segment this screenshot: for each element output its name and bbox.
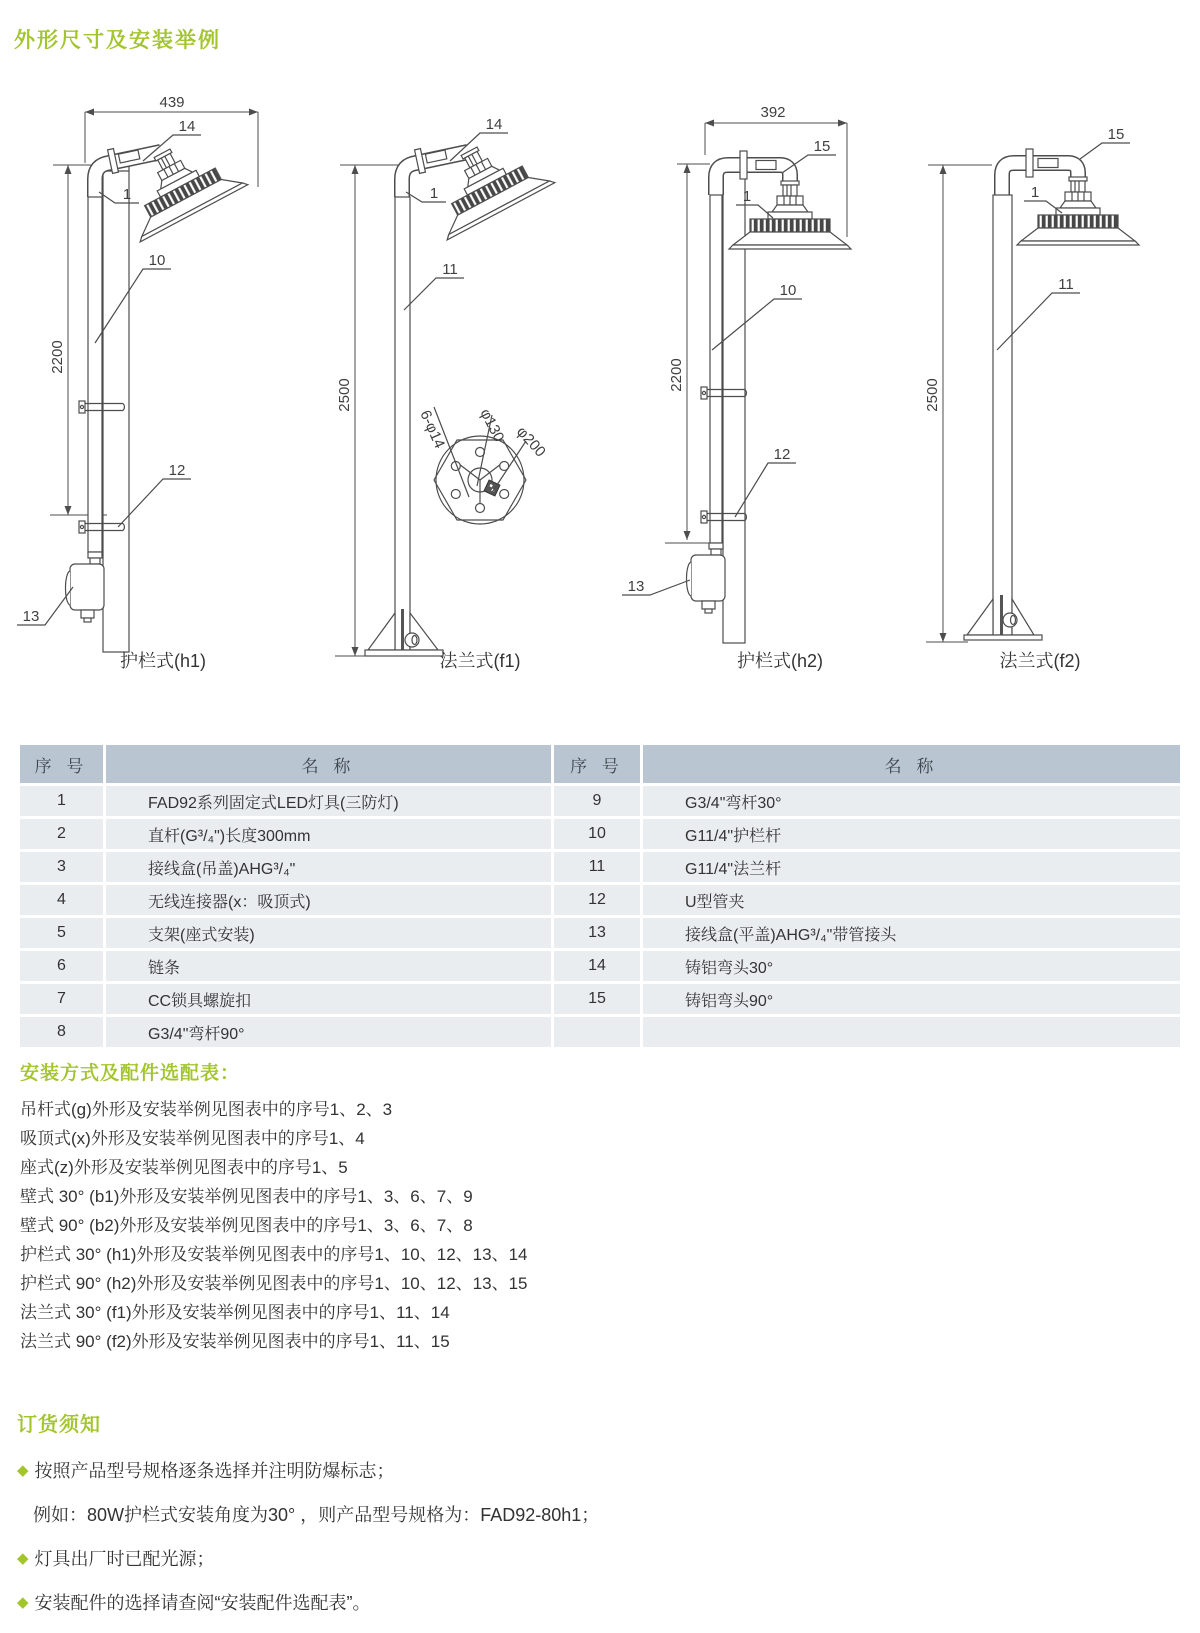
part-no-cell: 8: [20, 1017, 103, 1047]
h2-part-10: 10: [779, 282, 797, 299]
table-header-no-right: 序 号: [554, 745, 640, 783]
part-name-cell: G3/4"弯杆90°: [106, 1017, 551, 1047]
ordering-item-text: 灯具出厂时已配光源；: [34, 1549, 215, 1569]
drawing-h1: [15, 95, 315, 695]
mounting-line: 法兰式 90° (f2)外形及安装举例见图表中的序号1、11、15: [20, 1332, 450, 1351]
ordering-section: [17, 1408, 599, 1633]
drawing-f1: [330, 95, 630, 695]
f1-flange-outer-dim: φ200: [513, 423, 549, 461]
part-no-cell: 2: [20, 819, 103, 849]
f2-part-1: 1: [1030, 184, 1040, 201]
part-name-cell: 无线连接器(x：吸顶式): [106, 885, 551, 915]
flange-base: [365, 609, 443, 656]
part-no-cell: 12: [554, 885, 640, 915]
mounting-line: 吸顶式(x)外形及安装举例见图表中的序号1、4: [20, 1129, 365, 1148]
guardrail-pipe: [710, 195, 722, 543]
junction-box: [66, 552, 105, 622]
ordering-title: 订货须知: [17, 1414, 101, 1436]
diamond-bullet-icon: ◆: [17, 1594, 29, 1611]
mounting-line: 护栏式 90° (h2)外形及安装举例见图表中的序号1、10、12、13、15: [20, 1274, 528, 1293]
h1-height-dim: 2200: [49, 340, 66, 374]
guardrail-pipe: [88, 197, 102, 552]
h1-part-12: 12: [168, 462, 186, 479]
h1-caption: 护栏式(h1): [119, 651, 207, 671]
f1-part-14: 14: [485, 116, 503, 133]
h2-part-12: 12: [773, 446, 791, 463]
h1-part-13: 13: [22, 608, 40, 625]
part-no-cell: 14: [554, 951, 640, 981]
f1-part-1: 1: [429, 185, 439, 202]
part-no-cell: 15: [554, 984, 640, 1014]
diamond-bullet-icon: ◆: [17, 1462, 29, 1479]
mounting-line: 法兰式 30° (f1)外形及安装举例见图表中的序号1、11、14: [20, 1303, 450, 1322]
part-name-cell: [643, 1017, 1180, 1047]
ordering-item: [17, 1501, 599, 1527]
mounting-line: 护栏式 30° (h1)外形及安装举例见图表中的序号1、10、12、13、14: [20, 1245, 528, 1264]
guardrail-post: [103, 165, 132, 652]
ordering-item-text: 安装配件的选择请查阅“安装配件选配表”。: [34, 1593, 371, 1613]
part-no-cell: 13: [554, 918, 640, 948]
f1-flange-bolt-circle-dim: φ130: [476, 406, 508, 445]
mounting-section: [20, 1058, 527, 1356]
flange-base: [964, 595, 1042, 640]
part-name-cell: 支架(座式安装): [106, 918, 551, 948]
part-name-cell: CC锁具螺旋扣: [106, 984, 551, 1014]
ordering-item: [17, 1545, 599, 1571]
f1-flange-holes-dim: 6-φ14: [416, 407, 449, 451]
h2-width-dim: 392: [760, 104, 786, 121]
flange-pole: [395, 197, 410, 650]
part-no-cell: 1: [20, 786, 103, 816]
part-no-cell: 7: [20, 984, 103, 1014]
flange-detail: [416, 406, 549, 524]
mounting-line: 壁式 90° (b2)外形及安装举例见图表中的序号1、3、6、7、8: [20, 1216, 473, 1235]
h2-part-13: 13: [627, 578, 645, 595]
part-name-cell: 铸铝弯头90°: [643, 984, 1180, 1014]
h1-part-1: 1: [122, 186, 132, 203]
mounting-line: 座式(z)外形及安装举例见图表中的序号1、5: [20, 1158, 348, 1177]
mounting-line: 吊杆式(g)外形及安装举例见图表中的序号1、2、3: [20, 1100, 393, 1119]
parts-table: [20, 745, 1180, 1047]
table-header-name-left: 名 称: [106, 745, 551, 783]
mounting-line: 壁式 30° (b1)外形及安装举例见图表中的序号1、3、6、7、9: [20, 1187, 473, 1206]
mounting-title: 安装方式及配件选配表：: [20, 1063, 241, 1084]
diamond-bullet-icon: ◆: [17, 1550, 29, 1567]
part-no-cell: [554, 1017, 640, 1047]
part-no-cell: 9: [554, 786, 640, 816]
part-name-cell: G3/4"弯杆30°: [643, 786, 1180, 816]
h2-caption: 护栏式(h2): [736, 651, 824, 671]
part-no-cell: 6: [20, 951, 103, 981]
part-name-cell: 接线盒(吊盖)AHG³/₄": [106, 852, 551, 882]
f2-part-15: 15: [1107, 126, 1125, 143]
h1-width-dim: 439: [159, 94, 185, 111]
f1-part-11: 11: [442, 261, 458, 278]
junction-box: [687, 543, 726, 613]
part-no-cell: 4: [20, 885, 103, 915]
ordering-item-text: 按照产品型号规格逐条选择并注明防爆标志；: [34, 1461, 395, 1481]
page-title: 外形尺寸及安装举例: [14, 29, 221, 52]
part-name-cell: 直杆(G³/₄")长度300mm: [106, 819, 551, 849]
guardrail-post: [723, 161, 745, 643]
f2-part-11: 11: [1058, 276, 1074, 293]
lamp-fixture: [415, 123, 555, 240]
flange-pole: [993, 195, 1012, 635]
drawing-h2: [620, 95, 920, 695]
h2-part-15: 15: [813, 138, 831, 155]
part-name-cell: 接线盒(平盖)AHG³/₄"带管接头: [643, 918, 1180, 948]
part-name-cell: U型管夹: [643, 885, 1180, 915]
drawing-f2: [880, 95, 1200, 695]
table-header-no-left: 序 号: [20, 745, 103, 783]
h2-height-dim: 2200: [668, 358, 685, 392]
f1-caption: 法兰式(f1): [439, 651, 521, 671]
f1-height-dim: 2500: [336, 378, 353, 412]
part-no-cell: 11: [554, 852, 640, 882]
h1-part-10: 10: [148, 252, 166, 269]
table-header-name-right: 名 称: [643, 745, 1180, 783]
part-name-cell: G11/4"法兰杆: [643, 852, 1180, 882]
part-name-cell: 链条: [106, 951, 551, 981]
part-name-cell: G11/4"护栏杆: [643, 819, 1180, 849]
part-no-cell: 10: [554, 819, 640, 849]
part-name-cell: 铸铝弯头30°: [643, 951, 1180, 981]
h1-part-14: 14: [178, 118, 196, 135]
h2-part-1: 1: [742, 188, 752, 205]
f2-height-dim: 2500: [924, 378, 941, 412]
ordering-item: [17, 1589, 599, 1615]
part-name-cell: FAD92系列固定式LED灯具(三防灯): [106, 786, 551, 816]
f2-caption: 法兰式(f2): [999, 651, 1081, 671]
part-no-cell: 3: [20, 852, 103, 882]
ordering-item-text: 例如：80W护栏式安装角度为30° ，则产品型号规格为：FAD92-80h1；: [33, 1505, 600, 1525]
ordering-item: [17, 1457, 599, 1483]
part-no-cell: 5: [20, 918, 103, 948]
